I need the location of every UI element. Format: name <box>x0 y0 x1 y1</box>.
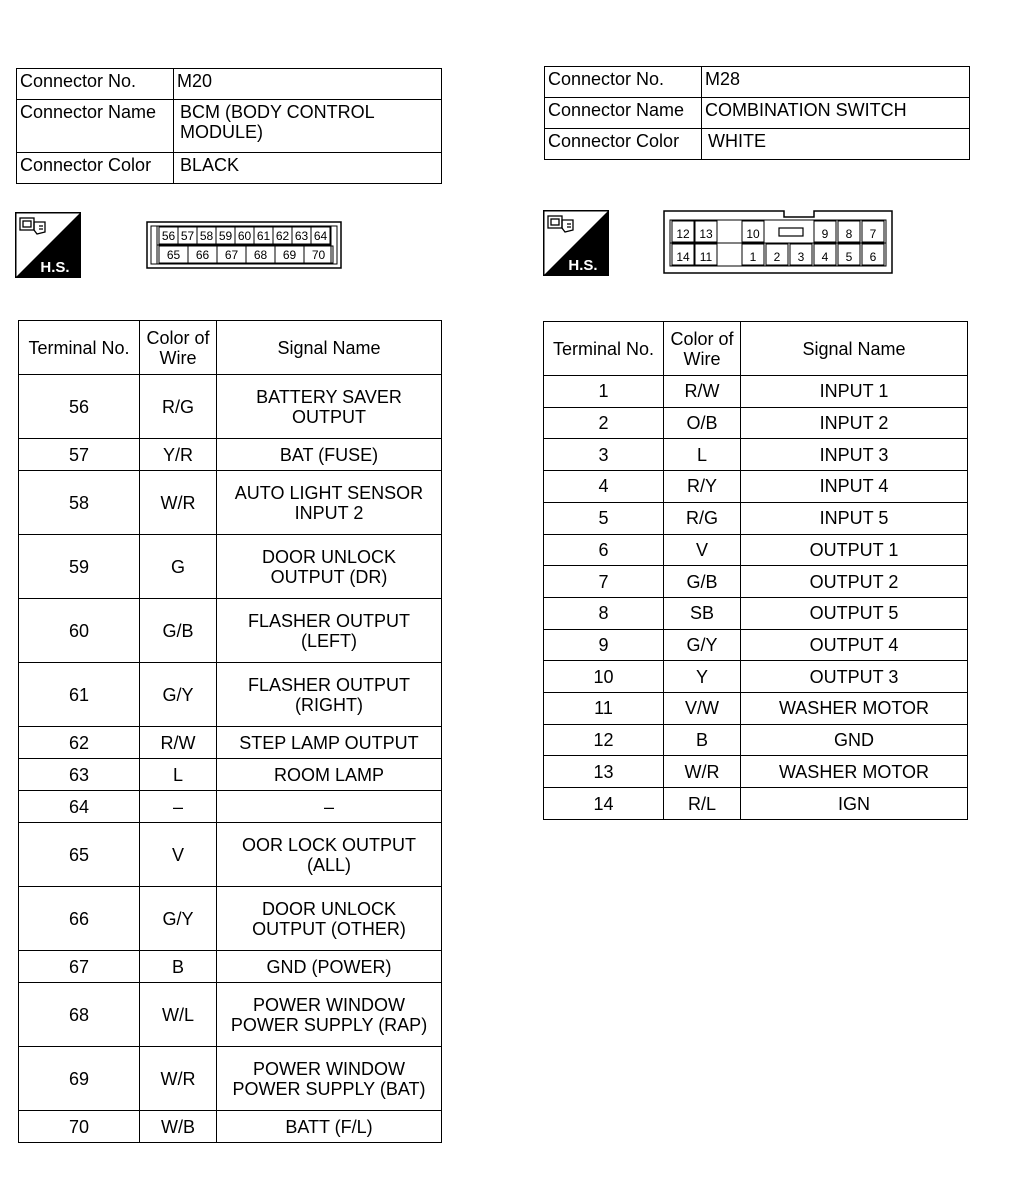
wire-color-cell: G/B <box>140 599 217 663</box>
pin-label: 57 <box>180 229 195 243</box>
signal-name-cell: INPUT 2 <box>741 407 968 439</box>
table-row <box>544 629 968 661</box>
signal-name-cell: IGN <box>741 788 968 820</box>
wire-color-cell: V/W <box>664 693 741 725</box>
terminal-no-cell: 56 <box>19 375 140 439</box>
signal-name-cell: OUTPUT 3 <box>741 661 968 693</box>
terminal-no-cell: 68 <box>19 983 140 1047</box>
terminal-no-cell: 9 <box>544 629 664 661</box>
terminal-no-cell: 69 <box>19 1047 140 1111</box>
header-terminal-no: Terminal No. <box>19 321 140 375</box>
pin-label: 70 <box>311 248 326 262</box>
signal-name-cell: DOOR UNLOCK OUTPUT (OTHER) <box>217 887 442 951</box>
signal-name-cell: INPUT 1 <box>741 376 968 408</box>
signal-name-cell: FLASHER OUTPUT (RIGHT) <box>217 663 442 727</box>
pin-label: 58 <box>199 229 214 243</box>
wire-color-cell: V <box>664 534 741 566</box>
terminal-no-cell: 61 <box>19 663 140 727</box>
wire-color-cell: B <box>664 724 741 756</box>
table-row <box>19 887 442 951</box>
wire-color-cell: – <box>140 791 217 823</box>
connector-color-label: Connector Color <box>545 129 702 160</box>
pin-label: 69 <box>282 248 297 262</box>
terminal-no-cell: 58 <box>19 471 140 535</box>
terminal-no-cell: 67 <box>19 951 140 983</box>
table-row <box>544 407 968 439</box>
terminal-no-cell: 8 <box>544 597 664 629</box>
connector-color-label: Connector Color <box>17 153 174 184</box>
terminal-no-cell: 59 <box>19 535 140 599</box>
pin-label: 62 <box>275 229 290 243</box>
table-row <box>544 724 968 756</box>
wire-color-cell: O/B <box>664 407 741 439</box>
wire-color-cell: R/Y <box>664 471 741 503</box>
harness-side-icon <box>543 210 609 276</box>
pin-label: 68 <box>253 248 268 262</box>
wire-color-cell: L <box>140 759 217 791</box>
pin-label: 67 <box>224 248 239 262</box>
table-row <box>19 951 442 983</box>
pin-label: 59 <box>218 229 233 243</box>
terminal-table-m28 <box>543 321 968 820</box>
signal-name-cell: AUTO LIGHT SENSOR INPUT 2 <box>217 471 442 535</box>
table-row <box>19 375 442 439</box>
wire-color-cell: W/L <box>140 983 217 1047</box>
pin-label: 1 <box>749 250 757 264</box>
terminal-no-cell: 70 <box>19 1111 140 1143</box>
table-row <box>544 597 968 629</box>
connector-name-value: BCM (BODY CONTROL MODULE) <box>174 100 442 153</box>
pin-label: 10 <box>746 227 760 241</box>
signal-name-cell: OUTPUT 4 <box>741 629 968 661</box>
harness-side-icon <box>15 212 81 278</box>
pin-label: 63 <box>294 229 309 243</box>
table-row <box>19 759 442 791</box>
signal-name-cell: POWER WINDOW POWER SUPPLY (BAT) <box>217 1047 442 1111</box>
table-row <box>544 376 968 408</box>
pin-label: 66 <box>195 248 210 262</box>
table-row <box>19 727 442 759</box>
pin-row-top <box>159 227 330 244</box>
terminal-no-cell: 10 <box>544 661 664 693</box>
wire-color-cell: R/W <box>140 727 217 759</box>
terminal-no-cell: 3 <box>544 439 664 471</box>
pin-label: 65 <box>166 248 181 262</box>
connector-no-value: M20 <box>174 69 442 100</box>
connector-name-label: Connector Name <box>17 100 174 153</box>
signal-name-cell: FLASHER OUTPUT (LEFT) <box>217 599 442 663</box>
signal-name-cell: ROOM LAMP <box>217 759 442 791</box>
connector-name-label: Connector Name <box>545 98 702 129</box>
signal-name-cell: INPUT 3 <box>741 439 968 471</box>
table-row <box>544 471 968 503</box>
table-row <box>544 566 968 598</box>
pin-label: 56 <box>161 229 176 243</box>
table-row <box>19 791 442 823</box>
table-row <box>19 1111 442 1143</box>
wire-color-cell: W/R <box>664 756 741 788</box>
header-wire-color: Color of Wire <box>664 322 741 376</box>
signal-name-cell: OOR LOCK OUTPUT (ALL) <box>217 823 442 887</box>
signal-name-cell: GND <box>741 724 968 756</box>
terminal-no-cell: 12 <box>544 724 664 756</box>
pin-label: 6 <box>869 250 877 264</box>
pin-label: 7 <box>869 227 877 241</box>
header-wire-color: Color of Wire <box>140 321 217 375</box>
wire-color-cell: SB <box>664 597 741 629</box>
terminal-no-cell: 5 <box>544 502 664 534</box>
connector-info-table-m20 <box>16 68 442 184</box>
wire-color-cell: L <box>664 439 741 471</box>
terminal-no-cell: 4 <box>544 471 664 503</box>
terminal-no-cell: 63 <box>19 759 140 791</box>
signal-name-cell: BAT (FUSE) <box>217 439 442 471</box>
connector-name-value: COMBINATION SWITCH <box>702 98 970 129</box>
terminal-no-cell: 2 <box>544 407 664 439</box>
table-row <box>19 823 442 887</box>
table-row <box>544 788 968 820</box>
pin-label: 12 <box>676 227 690 241</box>
wire-color-cell: Y/R <box>140 439 217 471</box>
table-row <box>544 756 968 788</box>
wire-color-cell: R/G <box>140 375 217 439</box>
table-row <box>19 535 442 599</box>
signal-name-cell: INPUT 4 <box>741 471 968 503</box>
table-row <box>19 599 442 663</box>
pin-label: 61 <box>256 229 271 243</box>
terminal-no-cell: 14 <box>544 788 664 820</box>
table-row <box>19 663 442 727</box>
table-row <box>544 693 968 725</box>
wire-color-cell: G <box>140 535 217 599</box>
pin-label: 14 <box>676 250 690 264</box>
wire-color-cell: W/R <box>140 471 217 535</box>
wire-color-cell: W/B <box>140 1111 217 1143</box>
pin-label: 2 <box>773 250 781 264</box>
signal-name-cell: OUTPUT 5 <box>741 597 968 629</box>
terminal-no-cell: 13 <box>544 756 664 788</box>
wire-color-cell: W/R <box>140 1047 217 1111</box>
signal-name-cell: – <box>217 791 442 823</box>
pin-label: 64 <box>313 229 328 243</box>
connector-info-table-m28 <box>544 66 970 160</box>
table-row <box>544 661 968 693</box>
signal-name-cell: DOOR UNLOCK OUTPUT (DR) <box>217 535 442 599</box>
header-terminal-no: Terminal No. <box>544 322 664 376</box>
header-signal-name: Signal Name <box>217 321 442 375</box>
terminal-no-cell: 64 <box>19 791 140 823</box>
connector-no-value: M28 <box>702 67 970 98</box>
table-row <box>544 502 968 534</box>
hs-label: H.S. <box>40 259 70 276</box>
terminal-no-cell: 65 <box>19 823 140 887</box>
terminal-no-cell: 1 <box>544 376 664 408</box>
signal-name-cell: STEP LAMP OUTPUT <box>217 727 442 759</box>
pin-label: 3 <box>797 250 805 264</box>
pin-label: 4 <box>821 250 829 264</box>
connector-no-label: Connector No. <box>17 69 174 100</box>
signal-name-cell: OUTPUT 1 <box>741 534 968 566</box>
wire-color-cell: Y <box>664 661 741 693</box>
terminal-no-cell: 57 <box>19 439 140 471</box>
pin-label: 9 <box>821 227 829 241</box>
table-row <box>19 439 442 471</box>
signal-name-cell: WASHER MOTOR <box>741 756 968 788</box>
terminal-no-cell: 60 <box>19 599 140 663</box>
pin-label: 8 <box>845 227 853 241</box>
connector-color-value: WHITE <box>702 129 970 160</box>
connector-diagram-m28 <box>662 208 896 276</box>
signal-name-cell: BATTERY SAVER OUTPUT <box>217 375 442 439</box>
table-row <box>544 439 968 471</box>
wire-color-cell: G/Y <box>140 887 217 951</box>
table-row <box>544 534 968 566</box>
wire-color-cell: R/G <box>664 502 741 534</box>
wire-color-cell: G/Y <box>664 629 741 661</box>
terminal-no-cell: 62 <box>19 727 140 759</box>
table-row <box>19 983 442 1047</box>
terminal-no-cell: 66 <box>19 887 140 951</box>
connector-no-label: Connector No. <box>545 67 702 98</box>
wire-color-cell: G/B <box>664 566 741 598</box>
pin-label: 13 <box>699 227 713 241</box>
connector-diagram-m20 <box>145 220 343 270</box>
terminal-no-cell: 11 <box>544 693 664 725</box>
table-row <box>19 1047 442 1111</box>
signal-name-cell: INPUT 5 <box>741 502 968 534</box>
wire-color-cell: R/W <box>664 376 741 408</box>
pin-label: 11 <box>699 250 713 264</box>
signal-name-cell: POWER WINDOW POWER SUPPLY (RAP) <box>217 983 442 1047</box>
signal-name-cell: BATT (F/L) <box>217 1111 442 1143</box>
header-signal-name: Signal Name <box>741 322 968 376</box>
signal-name-cell: GND (POWER) <box>217 951 442 983</box>
signal-name-cell: OUTPUT 2 <box>741 566 968 598</box>
terminal-no-cell: 6 <box>544 534 664 566</box>
wire-color-cell: R/L <box>664 788 741 820</box>
wire-color-cell: V <box>140 823 217 887</box>
pin-label: 60 <box>237 229 252 243</box>
pin-label: 5 <box>845 250 853 264</box>
terminal-no-cell: 7 <box>544 566 664 598</box>
wire-color-cell: B <box>140 951 217 983</box>
connector-color-value: BLACK <box>174 153 442 184</box>
wire-color-cell: G/Y <box>140 663 217 727</box>
signal-name-cell: WASHER MOTOR <box>741 693 968 725</box>
hs-label: H.S. <box>568 257 598 274</box>
table-row <box>19 471 442 535</box>
terminal-table-m20 <box>18 320 442 1143</box>
